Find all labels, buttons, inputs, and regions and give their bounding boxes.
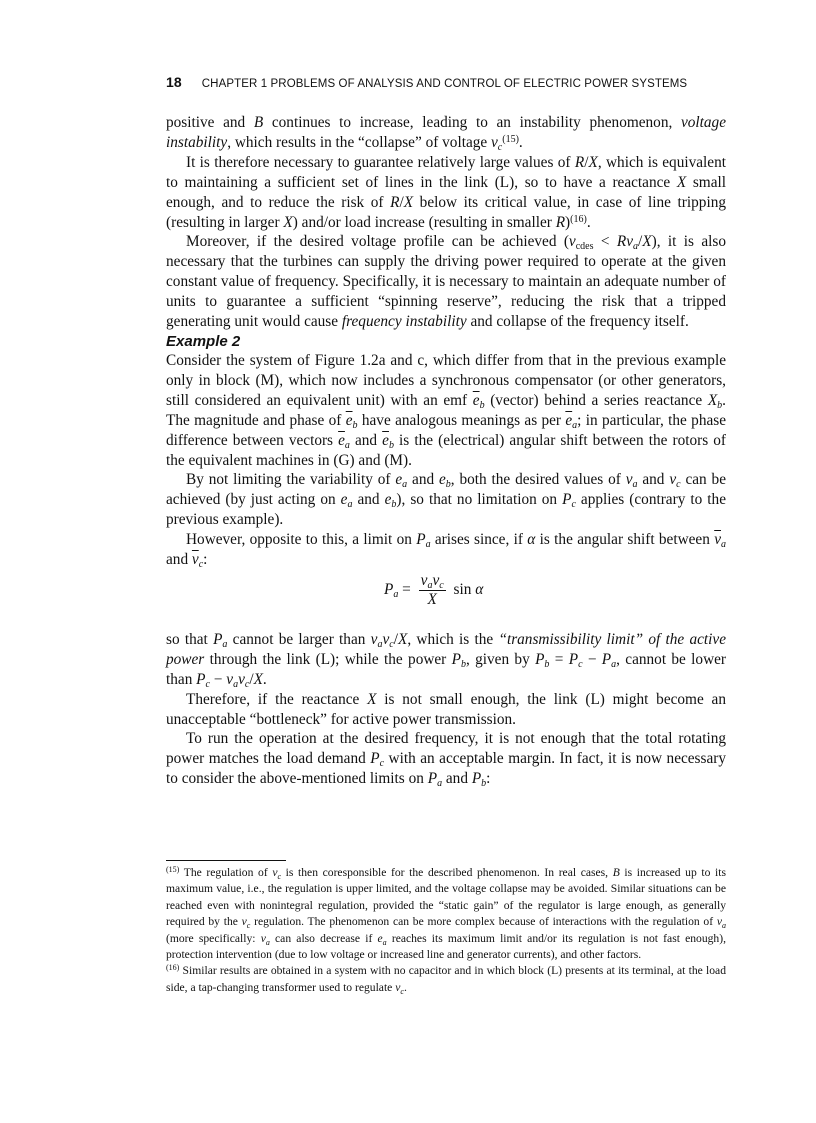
paragraph-no-limitation: By not limiting the variability of $e_a$ and $e_b$, both the desired values of $v_a$ and $v_c$ can be achieved (by just acting on $e_a$ and $e_b$), so that no limitation on $P_c$ applies (contrary to the previous example). xyxy=(166,471,726,529)
equation-active-power: $P_a$ = $\frac{v_av_c}{X}$ sin α xyxy=(384,571,484,608)
paragraph-rotating-power: To run the operation at the desired frequency, it is not enough that the total rotating power matches the load demand $P_c$ with an acceptable margin. In fact, it is now necessary to consider the above-mentioned limits on $P_a$ and $P_b$: xyxy=(166,730,726,790)
paragraph-voltage-instability: positive and B continues to increase, leading to an instability phenomenon, voltage instability, which results in the “collapse” of voltage $v_c^{(15)}$. xyxy=(166,114,726,153)
paragraph-example-setup: Consider the system of Figure 1.2a and c, which differ from that in the previous example only in block (M), which now includes a synchronous compensator (or other generators, still considered an equivalent unit) with an emf $\overline{e}_b$ (vector) behind a series reactance $X_b$. The magnitude and phase of $\overline{e}_b$ have analogous meanings as per $\overline{e}_a$; in particular, the phase difference between vectors $\overline{e}_a$ and $\overline{e}_b$ is the (electrical) angular shift between the rotors of the equivalent machines in (G) and (M). xyxy=(166,351,726,469)
footnote-16: $^{(16)}$ Similar results are obtained in a system with no capacitor and in which block (L) presents at its terminal, at the load side, a tap-changing transformer used to regulate $v_c$. xyxy=(166,963,726,996)
footnote-15: $^{(15)}$ The regulation of $v_c$ is then coresponsible for the described phenomenon. In real cases, B is increased up to its maximum value, i.e., the regulation is upper limited, and the voltage collapse may be avoided. Similar situations can be reached even with nonintegral regulation, provided the “static gain” of the regulator is large enough, as generally required by the $v_c$ regulation. The phenomenon can be more complex because of interactions with the regulation of $v_a$ (more specifically: $v_a$ can also decrease if $e_a$ reaches its maximum limit and/or its regulation is not fast enough), protection intervention (due to low voltage or increased line and generator currents), and other factors. xyxy=(166,865,727,962)
paragraph-limit-on-pa: However, opposite to this, a limit on $P_a$ arises since, if α is the angular shift between $\overline{v}_a$ and $\overline{v}_c$: xyxy=(166,531,726,571)
footnote-rule xyxy=(166,860,286,861)
page-number: 18 xyxy=(166,74,182,90)
fraction: $\frac{v_av_c}{X}$ xyxy=(420,571,444,608)
chapter-title: CHAPTER 1 PROBLEMS OF ANALYSIS AND CONTROL OF ELECTRIC POWER SYSTEMS xyxy=(201,78,688,90)
paragraph-spinning-reserve: Moreover, if the desired voltage profile can be achieved $(v_{cdes} < Rv_a/X)$, it is also necessary that the turbines can supply the driving power required to operate at the given constant value of frequency. Specifically, it is necessary to maintain an adequate number of units to guarantee a sufficient “spinning reserve”, reducing the risk that a tripped generating unit would cause frequency instability and collapse of the frequency itself. xyxy=(166,233,726,331)
term-transmissibility-limit: “transmissibility limit” of the active power xyxy=(166,630,726,668)
footnote-ref-15: (15) xyxy=(502,133,519,145)
term-voltage-instability: voltage instability xyxy=(166,114,726,151)
main-text xyxy=(166,113,726,789)
paragraph-r-over-x: It is therefore necessary to guarantee relatively large values of R/X, which is equivalent to maintaining a sufficient set of lines in the link (L), so to have a reactance X small enough, and to reduce the risk of R/X below its critical value, in case of line tripping (resulting in larger X) and/or load increase (resulting in smaller R)$^{(16)}$. xyxy=(166,153,726,231)
footnotes xyxy=(166,865,726,996)
paragraph-bottleneck: Therefore, if the reactance X is not small enough, the link (L) might become an unacceptable “bottleneck” for active power transmission. xyxy=(166,690,726,728)
paragraph-transmissibility-limit: so that $P_a$ cannot be larger than $v_av_c/X$, which is the “transmissibility limit” of the active power through the link (L); while the power $P_b$, given by $P_b = P_c - P_a$, cannot be lower than $P_c - v_av_c/X$. xyxy=(166,630,726,690)
footnote-ref-16: (16) xyxy=(570,213,587,225)
example-2-heading: Example 2 xyxy=(166,332,241,350)
term-frequency-instability: frequency instability xyxy=(341,313,467,331)
running-header xyxy=(166,74,687,90)
